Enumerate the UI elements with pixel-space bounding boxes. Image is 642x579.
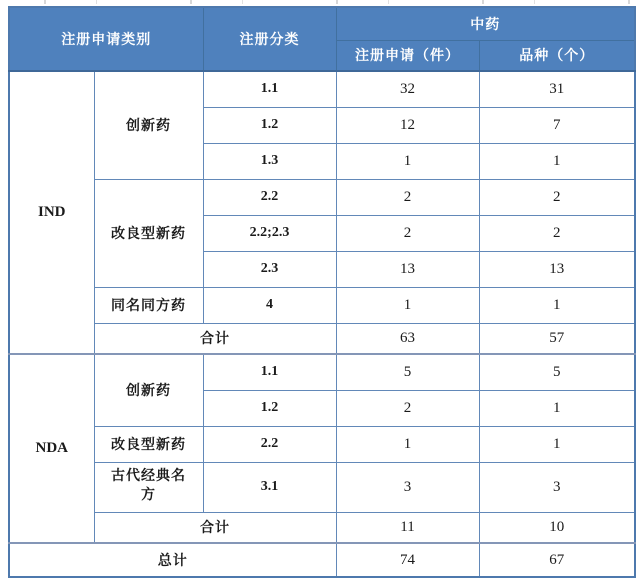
classification-cell: 1.1 [203, 354, 336, 390]
varieties-cell: 1 [479, 287, 635, 323]
applications-cell: 3 [336, 462, 479, 512]
subtotal-applications: 63 [336, 323, 479, 354]
applications-cell: 13 [336, 251, 479, 287]
table-row [9, 354, 635, 390]
applications-cell: 12 [336, 107, 479, 143]
classification-cell: 1.3 [203, 143, 336, 179]
applications-cell: 5 [336, 354, 479, 390]
section-grand-total [9, 543, 635, 577]
section-nda [9, 354, 635, 543]
category-cell-nda: NDA [9, 354, 94, 543]
header-application-category: 注册申请类别 [9, 7, 203, 71]
drug-type-cell: 改良型新药 [94, 426, 203, 462]
header-applications-count: 注册申请（件） [336, 40, 479, 71]
varieties-cell: 1 [479, 426, 635, 462]
applications-cell: 2 [336, 179, 479, 215]
drug-type-cell: 创新药 [94, 354, 203, 426]
grand-total-label: 总计 [9, 543, 336, 577]
varieties-cell: 2 [479, 179, 635, 215]
table-row [9, 179, 635, 215]
grand-total-row [9, 543, 635, 577]
varieties-cell: 1 [479, 143, 635, 179]
classification-cell: 4 [203, 287, 336, 323]
varieties-cell: 3 [479, 462, 635, 512]
classification-cell: 1.2 [203, 107, 336, 143]
grand-total-applications: 74 [336, 543, 479, 577]
table-row [9, 71, 635, 107]
drug-type-cell: 古代经典名方 [94, 462, 203, 512]
cropped-text-artifact [6, 0, 636, 4]
classification-cell: 2.2 [203, 426, 336, 462]
subtotal-varieties: 57 [479, 323, 635, 354]
applications-cell: 1 [336, 143, 479, 179]
header-registration-classification: 注册分类 [203, 7, 336, 71]
subtotal-row-ind [9, 323, 635, 354]
classification-cell: 1.1 [203, 71, 336, 107]
applications-cell: 32 [336, 71, 479, 107]
table-row [9, 287, 635, 323]
header-varieties-count: 品种（个） [479, 40, 635, 71]
varieties-cell: 31 [479, 71, 635, 107]
grand-total-varieties: 67 [479, 543, 635, 577]
header-group-tcm: 中药 [336, 7, 635, 40]
classification-cell: 2.3 [203, 251, 336, 287]
applications-cell: 2 [336, 215, 479, 251]
table-header [9, 7, 635, 71]
varieties-cell: 5 [479, 354, 635, 390]
applications-cell: 2 [336, 390, 479, 426]
drug-type-cell: 同名同方药 [94, 287, 203, 323]
varieties-cell: 7 [479, 107, 635, 143]
section-ind [9, 71, 635, 354]
subtotal-label: 合计 [94, 323, 336, 354]
category-cell-ind: IND [9, 71, 94, 354]
subtotal-varieties: 10 [479, 512, 635, 543]
drug-type-cell: 创新药 [94, 71, 203, 179]
subtotal-row-nda [9, 512, 635, 543]
varieties-cell: 13 [479, 251, 635, 287]
applications-cell: 1 [336, 287, 479, 323]
drug-type-cell: 改良型新药 [94, 179, 203, 287]
classification-cell: 1.2 [203, 390, 336, 426]
classification-cell: 2.2;2.3 [203, 215, 336, 251]
subtotal-label: 合计 [94, 512, 336, 543]
subtotal-applications: 11 [336, 512, 479, 543]
classification-cell: 2.2 [203, 179, 336, 215]
varieties-cell: 2 [479, 215, 635, 251]
table-row [9, 426, 635, 462]
tcm-registration-table [8, 6, 636, 578]
varieties-cell: 1 [479, 390, 635, 426]
applications-cell: 1 [336, 426, 479, 462]
classification-cell: 3.1 [203, 462, 336, 512]
table-row [9, 462, 635, 512]
